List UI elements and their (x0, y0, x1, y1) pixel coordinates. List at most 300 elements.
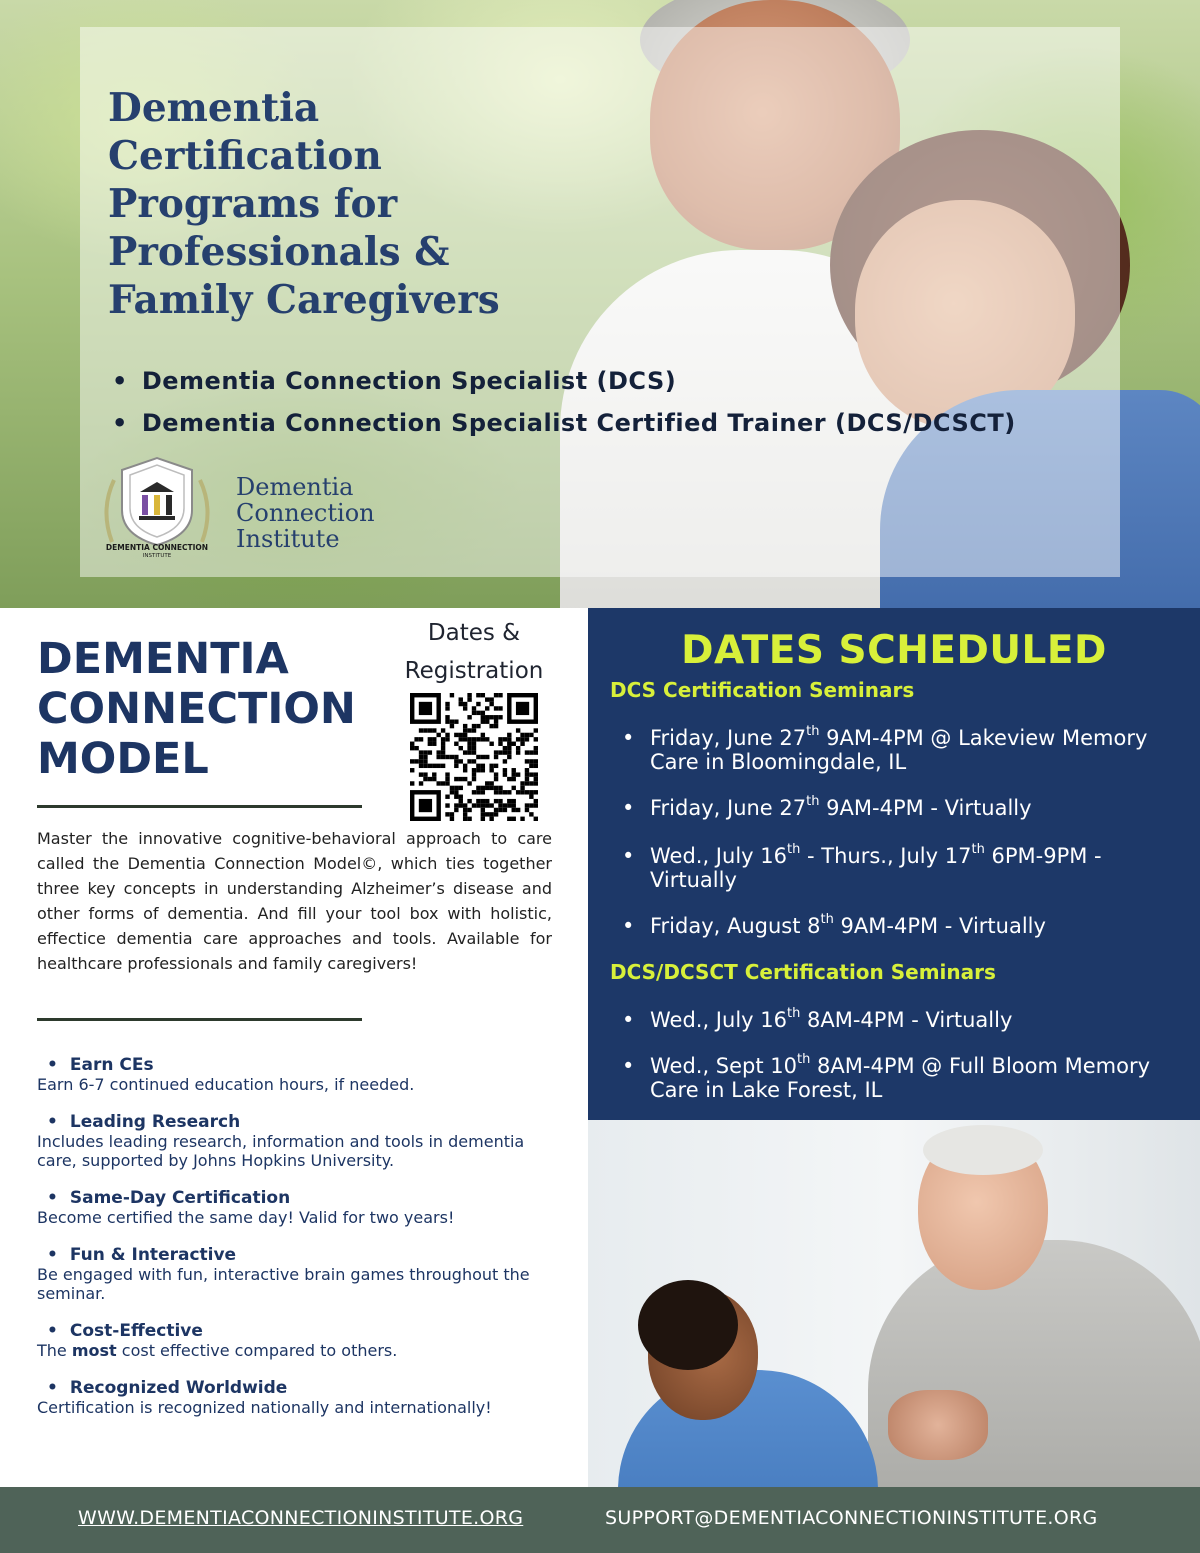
qr-module (494, 715, 498, 719)
qr-module (432, 764, 436, 768)
qr-module (472, 759, 476, 763)
qr-module (441, 746, 445, 750)
qr-module (467, 737, 471, 741)
qr-module (485, 755, 489, 759)
qr-module (525, 768, 529, 772)
qr-module (445, 715, 449, 719)
qr-module (445, 737, 449, 741)
qr-module (423, 750, 427, 754)
dates-title: DATES SCHEDULED (681, 628, 1107, 673)
qr-module (445, 702, 449, 706)
qr-module (525, 790, 529, 794)
benefit-desc-emphasis: most (71, 1341, 117, 1360)
benefit-description: Become certified the same day! Valid for two years! (37, 1208, 455, 1227)
qr-module (503, 790, 507, 794)
qr-module (529, 812, 533, 816)
date-suffix: th (806, 724, 820, 739)
qr-module (489, 702, 493, 706)
qr-module (481, 812, 485, 816)
qr-module (432, 728, 436, 732)
qr-module (507, 737, 511, 741)
qr-module (512, 786, 516, 790)
qr-module (481, 715, 485, 719)
qr-module (472, 706, 476, 710)
qr-module (529, 803, 533, 807)
qr-module (498, 715, 502, 719)
benefit-item (37, 1188, 567, 1227)
qr-module (485, 786, 489, 790)
qr-module (441, 742, 445, 746)
qr-module (423, 755, 427, 759)
qr-module (476, 737, 480, 741)
qr-module (512, 768, 516, 772)
qr-module (485, 799, 489, 803)
qr-module (494, 799, 498, 803)
date-text: 8AM-4PM @ Full Bloom Memory Care in Lake Forest, IL (650, 1054, 1151, 1102)
qr-module (512, 808, 516, 812)
qr-module (507, 746, 511, 750)
date-suffix: th (786, 1006, 801, 1021)
qr-module (472, 772, 476, 776)
qr-module (454, 786, 458, 790)
qr-module (476, 755, 480, 759)
qr-module (476, 693, 480, 697)
qr-module (467, 781, 471, 785)
qr-module (445, 733, 449, 737)
qr-module (512, 803, 516, 807)
qr-module (516, 702, 529, 715)
qr-module (525, 781, 529, 785)
qr-module (507, 733, 511, 737)
qr-module (529, 764, 533, 768)
qr-module (498, 737, 502, 741)
qr-module (454, 803, 458, 807)
qr-module (472, 768, 476, 772)
qr-module (467, 728, 471, 732)
qr-module (503, 750, 507, 754)
benefit-description: Earn 6-7 continued education hours, if needed. (37, 1075, 415, 1094)
benefit-description: Be engaged with fun, interactive brain games throughout the seminar. (37, 1265, 530, 1303)
qr-module (472, 803, 476, 807)
qr-module (494, 719, 498, 723)
qr-module (414, 759, 418, 763)
qr-module (494, 786, 498, 790)
qr-module (428, 737, 432, 741)
date-suffix: th (806, 794, 820, 809)
qr-module (423, 728, 427, 732)
qr-module (450, 724, 454, 728)
qr-module (498, 790, 502, 794)
qr-module (450, 817, 454, 821)
qr-module (450, 812, 454, 816)
qr-module (498, 706, 502, 710)
qr-module (459, 733, 463, 737)
qr-module (481, 803, 485, 807)
qr-module (472, 737, 476, 741)
qr-module (463, 728, 467, 732)
registration-qr-code[interactable] (410, 693, 538, 821)
qr-module (428, 764, 432, 768)
qr-module (476, 768, 480, 772)
qr-module (445, 777, 449, 781)
qr-module (534, 737, 538, 741)
qr-module (459, 799, 463, 803)
hero-section (0, 0, 1200, 608)
qr-module (472, 728, 476, 732)
program-item-dcsct: • Dementia Connection Specialist Certified Trainer (DCS/DCSCT) (112, 402, 1016, 444)
qr-module (472, 742, 476, 746)
qr-module (472, 711, 476, 715)
qr-module (472, 724, 476, 728)
qr-module (512, 799, 516, 803)
qr-module (432, 742, 436, 746)
qr-module (520, 790, 524, 794)
qr-module (534, 817, 538, 821)
qr-module (419, 728, 423, 732)
qr-module (481, 711, 485, 715)
qr-module (463, 768, 467, 772)
qr-module (503, 746, 507, 750)
date-text: Wed., July 16 (650, 844, 787, 868)
qr-module (459, 777, 463, 781)
qr-module (498, 750, 502, 754)
photo-nurse-hair (638, 1280, 738, 1370)
qr-module (410, 746, 414, 750)
qr-module (454, 790, 458, 794)
qr-module (481, 799, 485, 803)
qr-module (472, 790, 476, 794)
qr-module (507, 799, 511, 803)
qr-module (485, 706, 489, 710)
qr-module (423, 777, 427, 781)
qr-module (507, 750, 511, 754)
qr-module (481, 817, 485, 821)
qr-module (450, 719, 454, 723)
qr-module (534, 764, 538, 768)
qr-module (489, 817, 493, 821)
benefit-title: • Earn CEs (37, 1055, 567, 1075)
divider-bottom (37, 1018, 362, 1021)
qr-module (459, 702, 463, 706)
date-suffix: th (971, 842, 985, 857)
qr-module (525, 733, 529, 737)
date-item (622, 914, 1182, 938)
qr-module (489, 781, 493, 785)
qr-module (516, 772, 520, 776)
benefit-title: • Fun & Interactive (37, 1245, 567, 1265)
qr-module (516, 808, 520, 812)
qr-module (467, 817, 471, 821)
model-intro-paragraph: Master the innovative cognitive-behavioral approach to care called the Dementia Connection Model©, which ties together three key concepts in understanding Alzheimer’s disease and other forms of dementia. And fill your tool box with holistic, effectice dementia care approaches and tools. Available for healthcare professionals and family caregivers! (37, 829, 552, 973)
qr-module (459, 759, 463, 763)
qr-module (498, 808, 502, 812)
qr-module (534, 759, 538, 763)
qr-module (485, 803, 489, 807)
qr-module (445, 719, 449, 723)
qr-module (463, 750, 467, 754)
qr-module (441, 728, 445, 732)
benefit-item (37, 1112, 567, 1170)
qr-module (494, 755, 498, 759)
footer (0, 1487, 1200, 1553)
date-text: 8AM-4PM - Virtually (800, 1008, 1013, 1032)
photo-holding-hands (888, 1390, 988, 1460)
qr-module (467, 746, 471, 750)
qr-module (516, 790, 520, 794)
qr-module (459, 697, 463, 701)
benefit-title: • Cost-Effective (37, 1321, 567, 1341)
qr-module (481, 768, 485, 772)
date-suffix: th (797, 1052, 811, 1067)
dcsct-section-title: DCS/DCSCT Certification Seminars (610, 960, 996, 984)
qr-module (436, 781, 440, 785)
qr-module (410, 759, 414, 763)
qr-module (410, 781, 414, 785)
qr-module (445, 755, 449, 759)
date-text: - Thurs., July 17 (800, 844, 972, 868)
benefit-desc-text: The (37, 1341, 72, 1360)
qr-module (534, 781, 538, 785)
qr-module (454, 733, 458, 737)
qr-module (428, 750, 432, 754)
benefit-item (37, 1378, 567, 1417)
qr-module (485, 737, 489, 741)
qr-module (481, 719, 485, 723)
qr-module (481, 808, 485, 812)
qr-module (503, 759, 507, 763)
qr-module (525, 803, 529, 807)
qr-module (489, 697, 493, 701)
qr-module (534, 799, 538, 803)
qr-module (481, 733, 485, 737)
qr-module (507, 790, 511, 794)
qr-module (463, 777, 467, 781)
qr-module (423, 759, 427, 763)
qr-module (423, 772, 427, 776)
qr-module (476, 786, 480, 790)
qr-module (459, 786, 463, 790)
qr-module (450, 790, 454, 794)
qr-module (441, 755, 445, 759)
hero-title: Dementia Certification Programs for Professionals & Family Caregivers (108, 85, 500, 323)
qr-module (432, 772, 436, 776)
qr-module (494, 790, 498, 794)
date-suffix: th (786, 842, 801, 857)
qr-module (414, 737, 418, 741)
qr-module (525, 737, 529, 741)
qr-module (441, 750, 445, 754)
qr-module (476, 790, 480, 794)
qr-module (454, 808, 458, 812)
qr-module (428, 728, 432, 732)
qr-module (512, 772, 516, 776)
qr-module (489, 764, 493, 768)
qr-module (520, 742, 524, 746)
qr-module (503, 808, 507, 812)
qr-module (419, 737, 423, 741)
qr-module (445, 803, 449, 807)
qr-module (472, 777, 476, 781)
benefit-description: Certification is recognized nationally and internationally! (37, 1398, 492, 1417)
benefit-item (37, 1055, 567, 1094)
website-link[interactable]: WWW.DEMENTIACONNECTIONINSTITUTE.ORG (78, 1507, 524, 1529)
support-email-link[interactable]: SUPPORT@DEMENTIACONNECTIONINSTITUTE.ORG (605, 1507, 1098, 1529)
date-text: Wed., July 16 (650, 1008, 787, 1032)
qr-module (529, 733, 533, 737)
qr-module (507, 742, 511, 746)
qr-module (454, 795, 458, 799)
caregiver-photo (588, 1120, 1200, 1487)
qr-module (520, 781, 524, 785)
qr-module (489, 715, 493, 719)
qr-label: Dates & Registration (404, 620, 544, 684)
date-text: 6PM-9PM - Virtually (650, 844, 1102, 892)
date-item (622, 796, 1182, 820)
qr-module (485, 812, 489, 816)
institute-name: Dementia Connection Institute (236, 473, 375, 553)
qr-module (516, 746, 520, 750)
qr-module (436, 733, 440, 737)
qr-module (498, 693, 502, 697)
qr-module (476, 764, 480, 768)
qr-module (494, 693, 498, 697)
qr-module (494, 812, 498, 816)
benefits-list (37, 1055, 567, 1435)
qr-module (476, 799, 480, 803)
qr-module (512, 742, 516, 746)
qr-module (463, 817, 467, 821)
qr-module (529, 781, 533, 785)
date-item (622, 1054, 1182, 1102)
program-item-dcs: • Dementia Connection Specialist (DCS) (112, 360, 1016, 402)
benefit-title: • Leading Research (37, 1112, 567, 1132)
qr-module (445, 772, 449, 776)
qr-module (489, 742, 493, 746)
qr-module (481, 764, 485, 768)
qr-module (472, 750, 476, 754)
qr-module (481, 737, 485, 741)
qr-module (467, 799, 471, 803)
qr-module (512, 777, 516, 781)
qr-module (494, 750, 498, 754)
qr-module (485, 697, 489, 701)
date-text: Friday, August 8 (650, 914, 821, 938)
qr-module (463, 812, 467, 816)
qr-module (454, 764, 458, 768)
qr-module (494, 764, 498, 768)
qr-module (503, 768, 507, 772)
qr-module (525, 808, 529, 812)
qr-module (467, 697, 471, 701)
qr-module (441, 781, 445, 785)
qr-module (498, 786, 502, 790)
qr-module (414, 746, 418, 750)
qr-module (436, 764, 440, 768)
qr-module (516, 728, 520, 732)
dates-panel (588, 608, 1200, 1120)
qr-module (485, 781, 489, 785)
qr-module (419, 750, 423, 754)
qr-module (441, 764, 445, 768)
qr-module (450, 755, 454, 759)
benefit-description: Includes leading research, information and tools in dementia care, supported by Johns Hopkins University. (37, 1132, 525, 1170)
qr-module (516, 750, 520, 754)
qr-module (419, 772, 423, 776)
qr-module (445, 781, 449, 785)
date-item (622, 844, 1182, 892)
date-item (622, 726, 1182, 774)
qr-module (481, 790, 485, 794)
date-text: Friday, June 27 (650, 796, 807, 820)
qr-module (503, 772, 507, 776)
qr-module (489, 768, 493, 772)
qr-module (423, 764, 427, 768)
qr-module (445, 795, 449, 799)
qr-module (512, 817, 516, 821)
qr-module (463, 764, 467, 768)
qr-module (467, 715, 471, 719)
qr-module (454, 742, 458, 746)
qr-module (534, 772, 538, 776)
date-text: Wed., Sept 10 (650, 1054, 798, 1078)
qr-module (463, 724, 467, 728)
date-text: Friday, June 27 (650, 726, 807, 750)
qr-module (520, 737, 524, 741)
qr-module (454, 777, 458, 781)
qr-module (525, 777, 529, 781)
qr-module (529, 759, 533, 763)
qr-module (410, 742, 414, 746)
qr-module (419, 781, 423, 785)
qr-module (467, 742, 471, 746)
qr-module (463, 706, 467, 710)
qr-module (481, 693, 485, 697)
qr-module (529, 772, 533, 776)
qr-module (476, 724, 480, 728)
qr-module (428, 742, 432, 746)
qr-module (476, 711, 480, 715)
benefit-item (37, 1321, 567, 1360)
qr-module (507, 803, 511, 807)
qr-module (432, 777, 436, 781)
date-text: 9AM-4PM - Virtually (819, 796, 1032, 820)
qr-module (525, 750, 529, 754)
qr-module (459, 803, 463, 807)
qr-module (489, 724, 493, 728)
qr-module (529, 795, 533, 799)
qr-module (419, 799, 432, 812)
qr-module (459, 737, 463, 741)
benefit-title: • Recognized Worldwide (37, 1378, 567, 1398)
qr-module (494, 772, 498, 776)
qr-module (467, 693, 471, 697)
qr-module (432, 737, 436, 741)
qr-module (419, 755, 423, 759)
qr-module (472, 746, 476, 750)
qr-module (445, 706, 449, 710)
qr-module (436, 755, 440, 759)
qr-module (507, 777, 511, 781)
qr-module (419, 759, 423, 763)
qr-module (467, 759, 471, 763)
date-suffix: th (820, 912, 834, 927)
program-list (112, 360, 1016, 444)
qr-module (463, 733, 467, 737)
qr-module (494, 706, 498, 710)
qr-module (520, 786, 524, 790)
qr-module (476, 702, 480, 706)
qr-module (454, 755, 458, 759)
